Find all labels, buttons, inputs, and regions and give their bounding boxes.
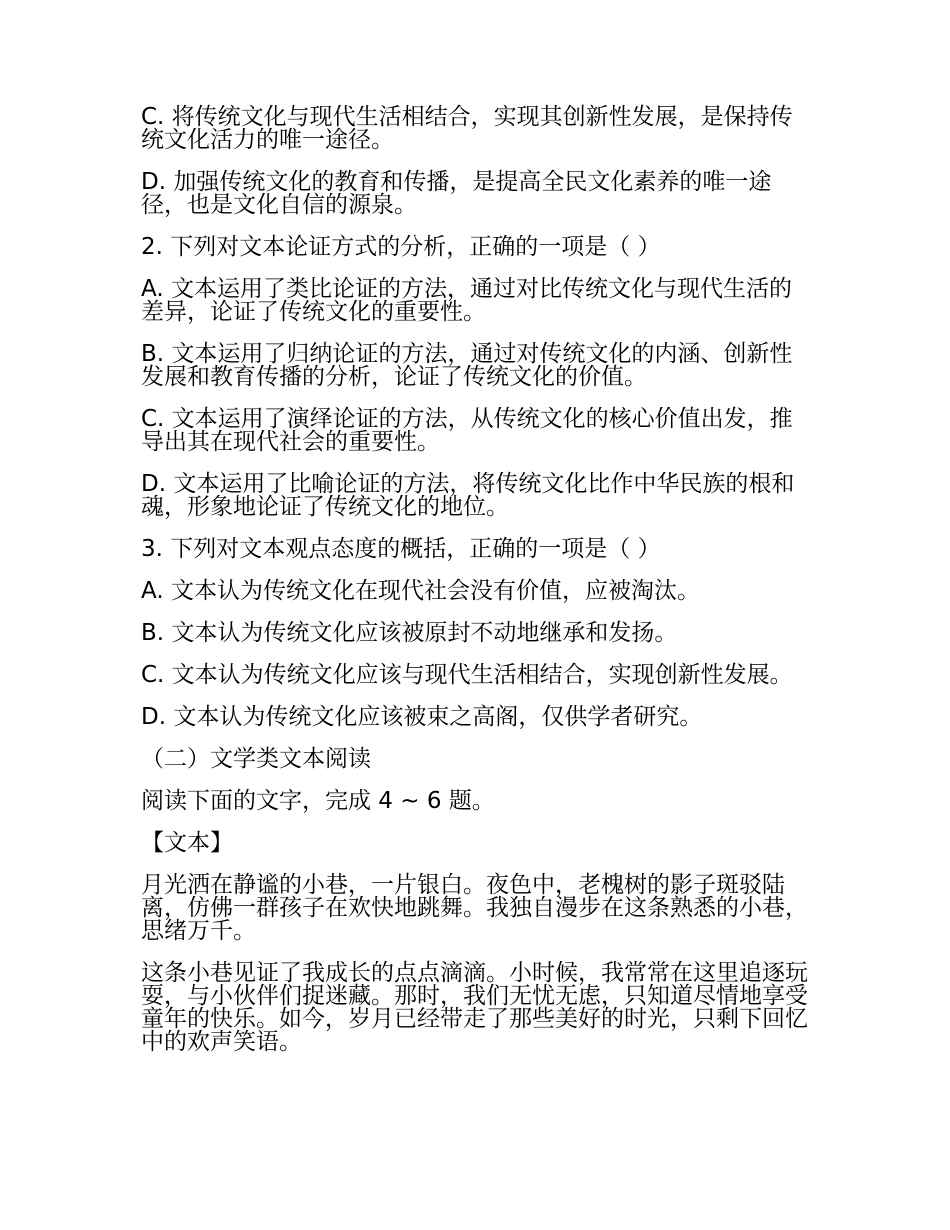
question-3: 3. 下列对文本观点态度的概括，正确的一项是（ ） [141,536,661,562]
text-label: 【文本】 [141,830,233,856]
option-3d: D. 文本认为传统文化应该被束之高阁，仅供学者研究。 [141,704,703,730]
option-2a: A. 文本运用了类比论证的方法，通过对比传统文化与现代生活的差异，论证了传统文化的重要性。 [141,276,792,325]
instruction: 阅读下面的文字，完成 4 ~ 6 题。 [141,788,495,814]
option-2d: D. 文本运用了比喻论证的方法，将传统文化比作中华民族的根和魂，形象地论证了传统文化的地位。 [141,471,795,520]
passage-paragraph-1: 月光洒在静谧的小巷，一片银白。夜色中，老槐树的影子斑驳陆离，仿佛一群孩子在欢快地跳舞。我独自漫步在这条熟悉的小巷，思绪万千。 [141,872,808,944]
document-page [141,106,813,1054]
question-2: 2. 下列对文本论证方式的分析，正确的一项是（ ） [141,234,661,260]
passage-paragraph-2: 这条小巷见证了我成长的点点滴滴。小时候，我常常在这里追逐玩耍，与小伙伴们捉迷藏。那时，我们无忧无虑，只知道尽情地享受童年的快乐。如今，岁月已经带走了那些美好的时光，只剩下回忆中的欢声笑语。 [141,960,808,1055]
option-1d: D. 加强传统文化的教育和传播，是提高全民文化素养的唯一途径，也是文化自信的源泉。 [141,169,772,218]
option-2b: B. 文本运用了归纳论证的方法，通过对传统文化的内涵、创新性发展和教育传播的分析，论证了传统文化的价值。 [141,341,793,390]
option-3a: A. 文本认为传统文化在现代社会没有价值，应被淘汰。 [141,578,700,604]
option-3c: C. 文本认为传统文化应该与现代生活相结合，实现创新性发展。 [141,662,793,688]
section-heading: （二）文学类文本阅读 [141,746,371,772]
option-3b: B. 文本认为传统文化应该被原封不动地继承和发扬。 [141,620,678,646]
option-2c: C. 文本运用了演绎论证的方法，从传统文化的核心价值出发，推导出其在现代社会的重要性。 [141,406,793,455]
option-1c: C. 将传统文化与现代生活相结合，实现其创新性发展，是保持传统文化活力的唯一途径。 [141,104,793,153]
